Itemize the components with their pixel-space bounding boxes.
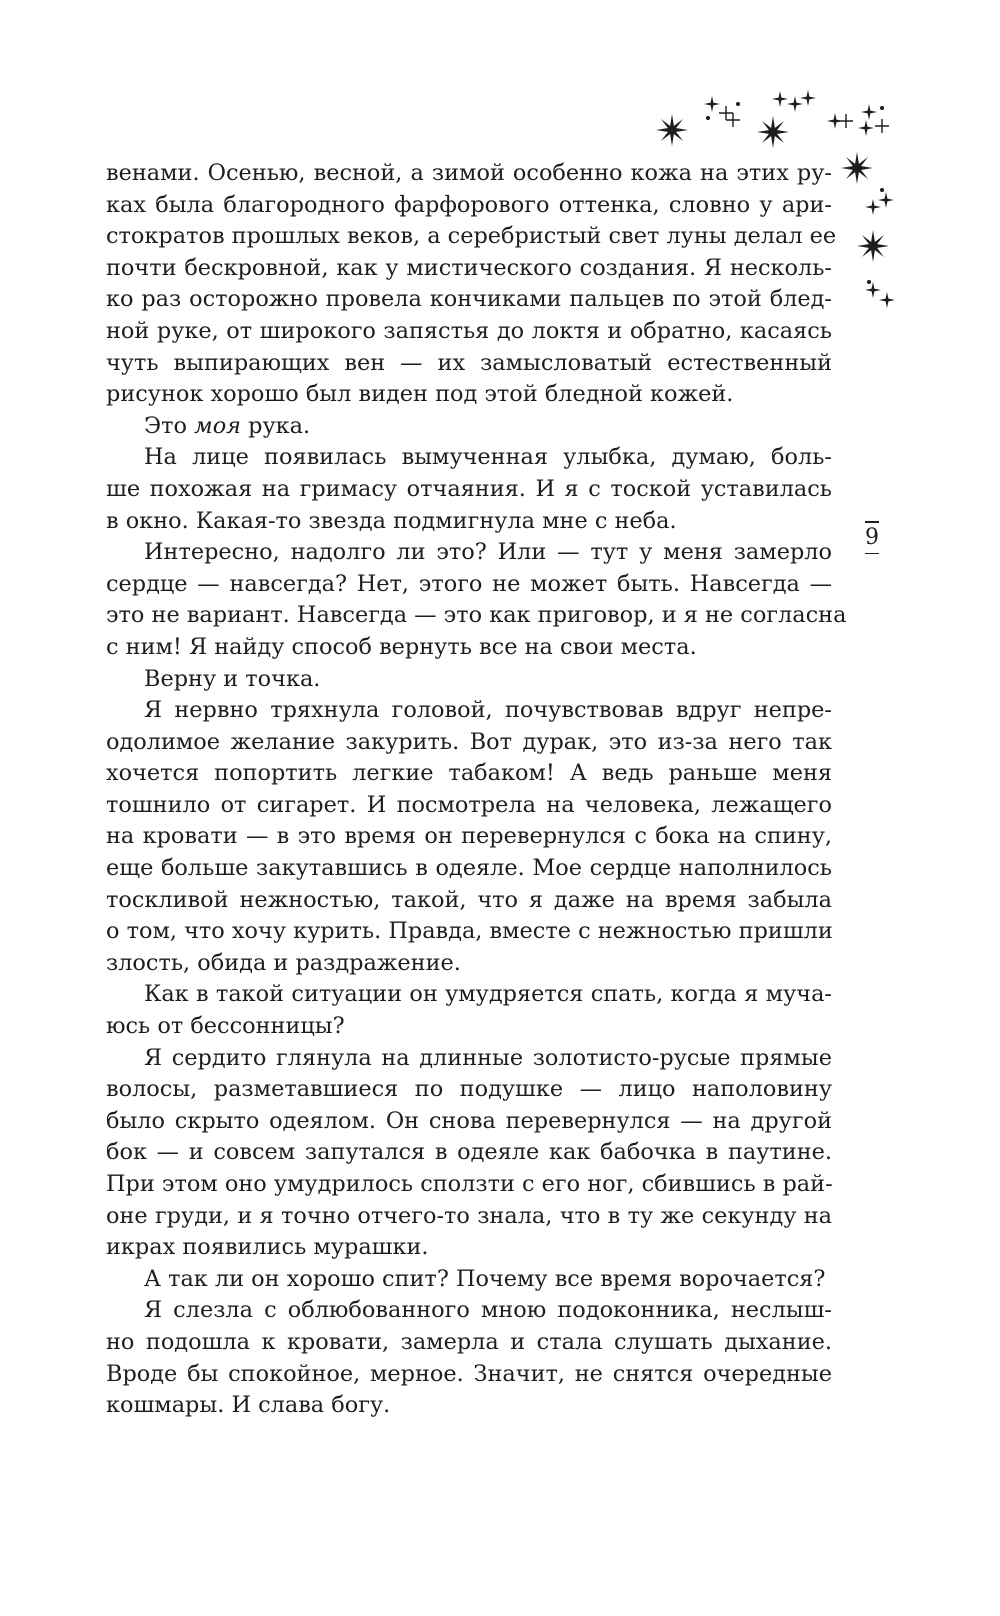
text-line: ной руке, от широкого запястья до локтя и обратно, касаясь [106, 317, 832, 344]
sparkle-icon [719, 106, 733, 120]
text-line: с ним! Я найду способ вернуть все на свои места. [106, 633, 697, 660]
paragraph [106, 664, 832, 696]
paragraph [106, 537, 847, 663]
text-line: сердце — навсегда? Нет, этого не может быть. Навсегда — [106, 570, 832, 597]
paragraph [106, 442, 832, 537]
star-icon [857, 230, 889, 262]
text-line: злость, обида и раздражение. [106, 949, 461, 976]
sparkle-icon [726, 113, 740, 127]
sparkle-icon [865, 199, 881, 215]
text-line: в окно. Какая-то звезда подмигнула мне с неба. [106, 507, 677, 534]
sparkle-icon [879, 292, 895, 308]
text-line: почти бескровной, как у мистического создания. Я несколь- [106, 254, 832, 281]
sparkle-icon [839, 114, 853, 128]
page-number: 9 [865, 524, 879, 550]
text-line: Вроде бы спокойное, мерное. Значит, не снятся очередные [106, 1360, 832, 1387]
star-dot-icon [880, 188, 884, 192]
star-dot-icon [706, 116, 710, 120]
paragraph [106, 1264, 832, 1296]
text-line: о том, что хочу курить. Правда, вместе с нежностью пришли [106, 918, 833, 945]
text-line: Это моя рука. [144, 412, 311, 439]
text-line: ках была благородного фарфорового оттенка, словно у ари- [106, 191, 832, 218]
text-line: чуть выпирающих вен — их замысловатый естественный [106, 349, 832, 376]
star-icon [757, 116, 789, 148]
paragraph [106, 411, 832, 443]
text-line: венами. Осенью, весной, а зимой особенно кожа на этих ру- [106, 160, 832, 186]
page-number-marker [858, 521, 886, 554]
text-line: стократов прошлых веков, а серебристый свет луны делал ее [106, 223, 837, 250]
text-line: икрах появились мурашки. [106, 1234, 429, 1261]
paragraph [106, 1295, 832, 1421]
paragraph [106, 695, 832, 979]
text-line: тошнило от сигарет. И посмотрела на человека, лежащего [106, 791, 832, 818]
text-line: но подошла к кровати, замерла и стала слушать дыхание. [106, 1328, 832, 1355]
paragraph [106, 1043, 832, 1264]
sparkle-icon [704, 96, 720, 112]
sparkle-icon [772, 91, 788, 107]
sparkle-icon [878, 192, 894, 208]
text-line: Как в такой ситуации он умудряется спать, когда я муча- [144, 981, 832, 1008]
star-dot-icon [867, 280, 871, 284]
text-line: было скрыто одеялом. Он снова перевернулся — на другой [106, 1107, 832, 1134]
text-line: Я сердито глянула на длинные золотисто-русые прямые [144, 1044, 832, 1071]
text-line: хочется попортить легкие табаком! А ведь раньше меня [106, 760, 832, 787]
page-number-rule-bottom [865, 553, 879, 555]
text-line: еще больше закутавшись в одеяле. Мое сердце наполнилось [106, 855, 832, 882]
text-line: кошмары. И слава богу. [106, 1392, 391, 1419]
star-dot-icon [736, 102, 740, 106]
star-icon [656, 114, 688, 146]
text-line: волосы, разметавшиеся по подушке — лицо наполовину [106, 1076, 832, 1103]
text-line: юсь от бессонницы? [106, 1013, 345, 1040]
text-line: это не вариант. Навсегда — это как приговор, и я не согласна [106, 602, 847, 629]
text-line: рисунок хорошо был виден под этой бледной кожей. [106, 381, 734, 408]
text-line: одолимое желание закурить. Вот дурак, это из-за него так [106, 728, 832, 755]
text-line: на кровати — в это время он перевернулся с бока на спину, [106, 823, 832, 850]
text-line: Интересно, надолго ли это? Или — тут у меня замерло [144, 539, 832, 566]
text-line: оне груди, и я точно отчего-то знала, что в ту же секунду на [106, 1202, 832, 1229]
text-line: ко раз осторожно провела кончиками пальцев по этой блед- [106, 286, 832, 313]
sparkle-icon [858, 120, 874, 136]
text-line: Я нервно тряхнула головой, почувствовав вдруг непре- [144, 697, 832, 724]
text-line: А так ли он хорошо спит? Почему все время ворочается? [144, 1265, 826, 1292]
text-line: бок — и совсем запутался в одеяле как бабочка в паутине. [106, 1139, 832, 1166]
sparkle-icon [800, 90, 816, 106]
text-line: При этом оно умудрилось сползти с его ног, сбившись в рай- [106, 1171, 833, 1197]
emphasized-word: моя [194, 412, 241, 439]
sparkle-icon [787, 96, 803, 112]
star-icon [841, 152, 873, 184]
sparkle-icon [861, 104, 877, 120]
text-line: тоскливой нежностью, такой, что я даже на время забыла [106, 886, 832, 913]
sparkle-icon [875, 119, 889, 133]
paragraph [106, 158, 837, 411]
text-line: На лице появилась вымученная улыбка, думаю, боль- [144, 444, 832, 471]
sparkle-icon [865, 282, 881, 298]
body-text [106, 158, 847, 1422]
text-line: ше похожая на гримасу отчаяния. И я с тоской уставилась [106, 475, 832, 502]
text-line: Верну и точка. [144, 665, 321, 692]
star-dot-icon [880, 106, 884, 110]
text-line: Я слезла с облюбованного мною подоконника, неслыш- [144, 1297, 832, 1324]
paragraph [106, 979, 832, 1042]
